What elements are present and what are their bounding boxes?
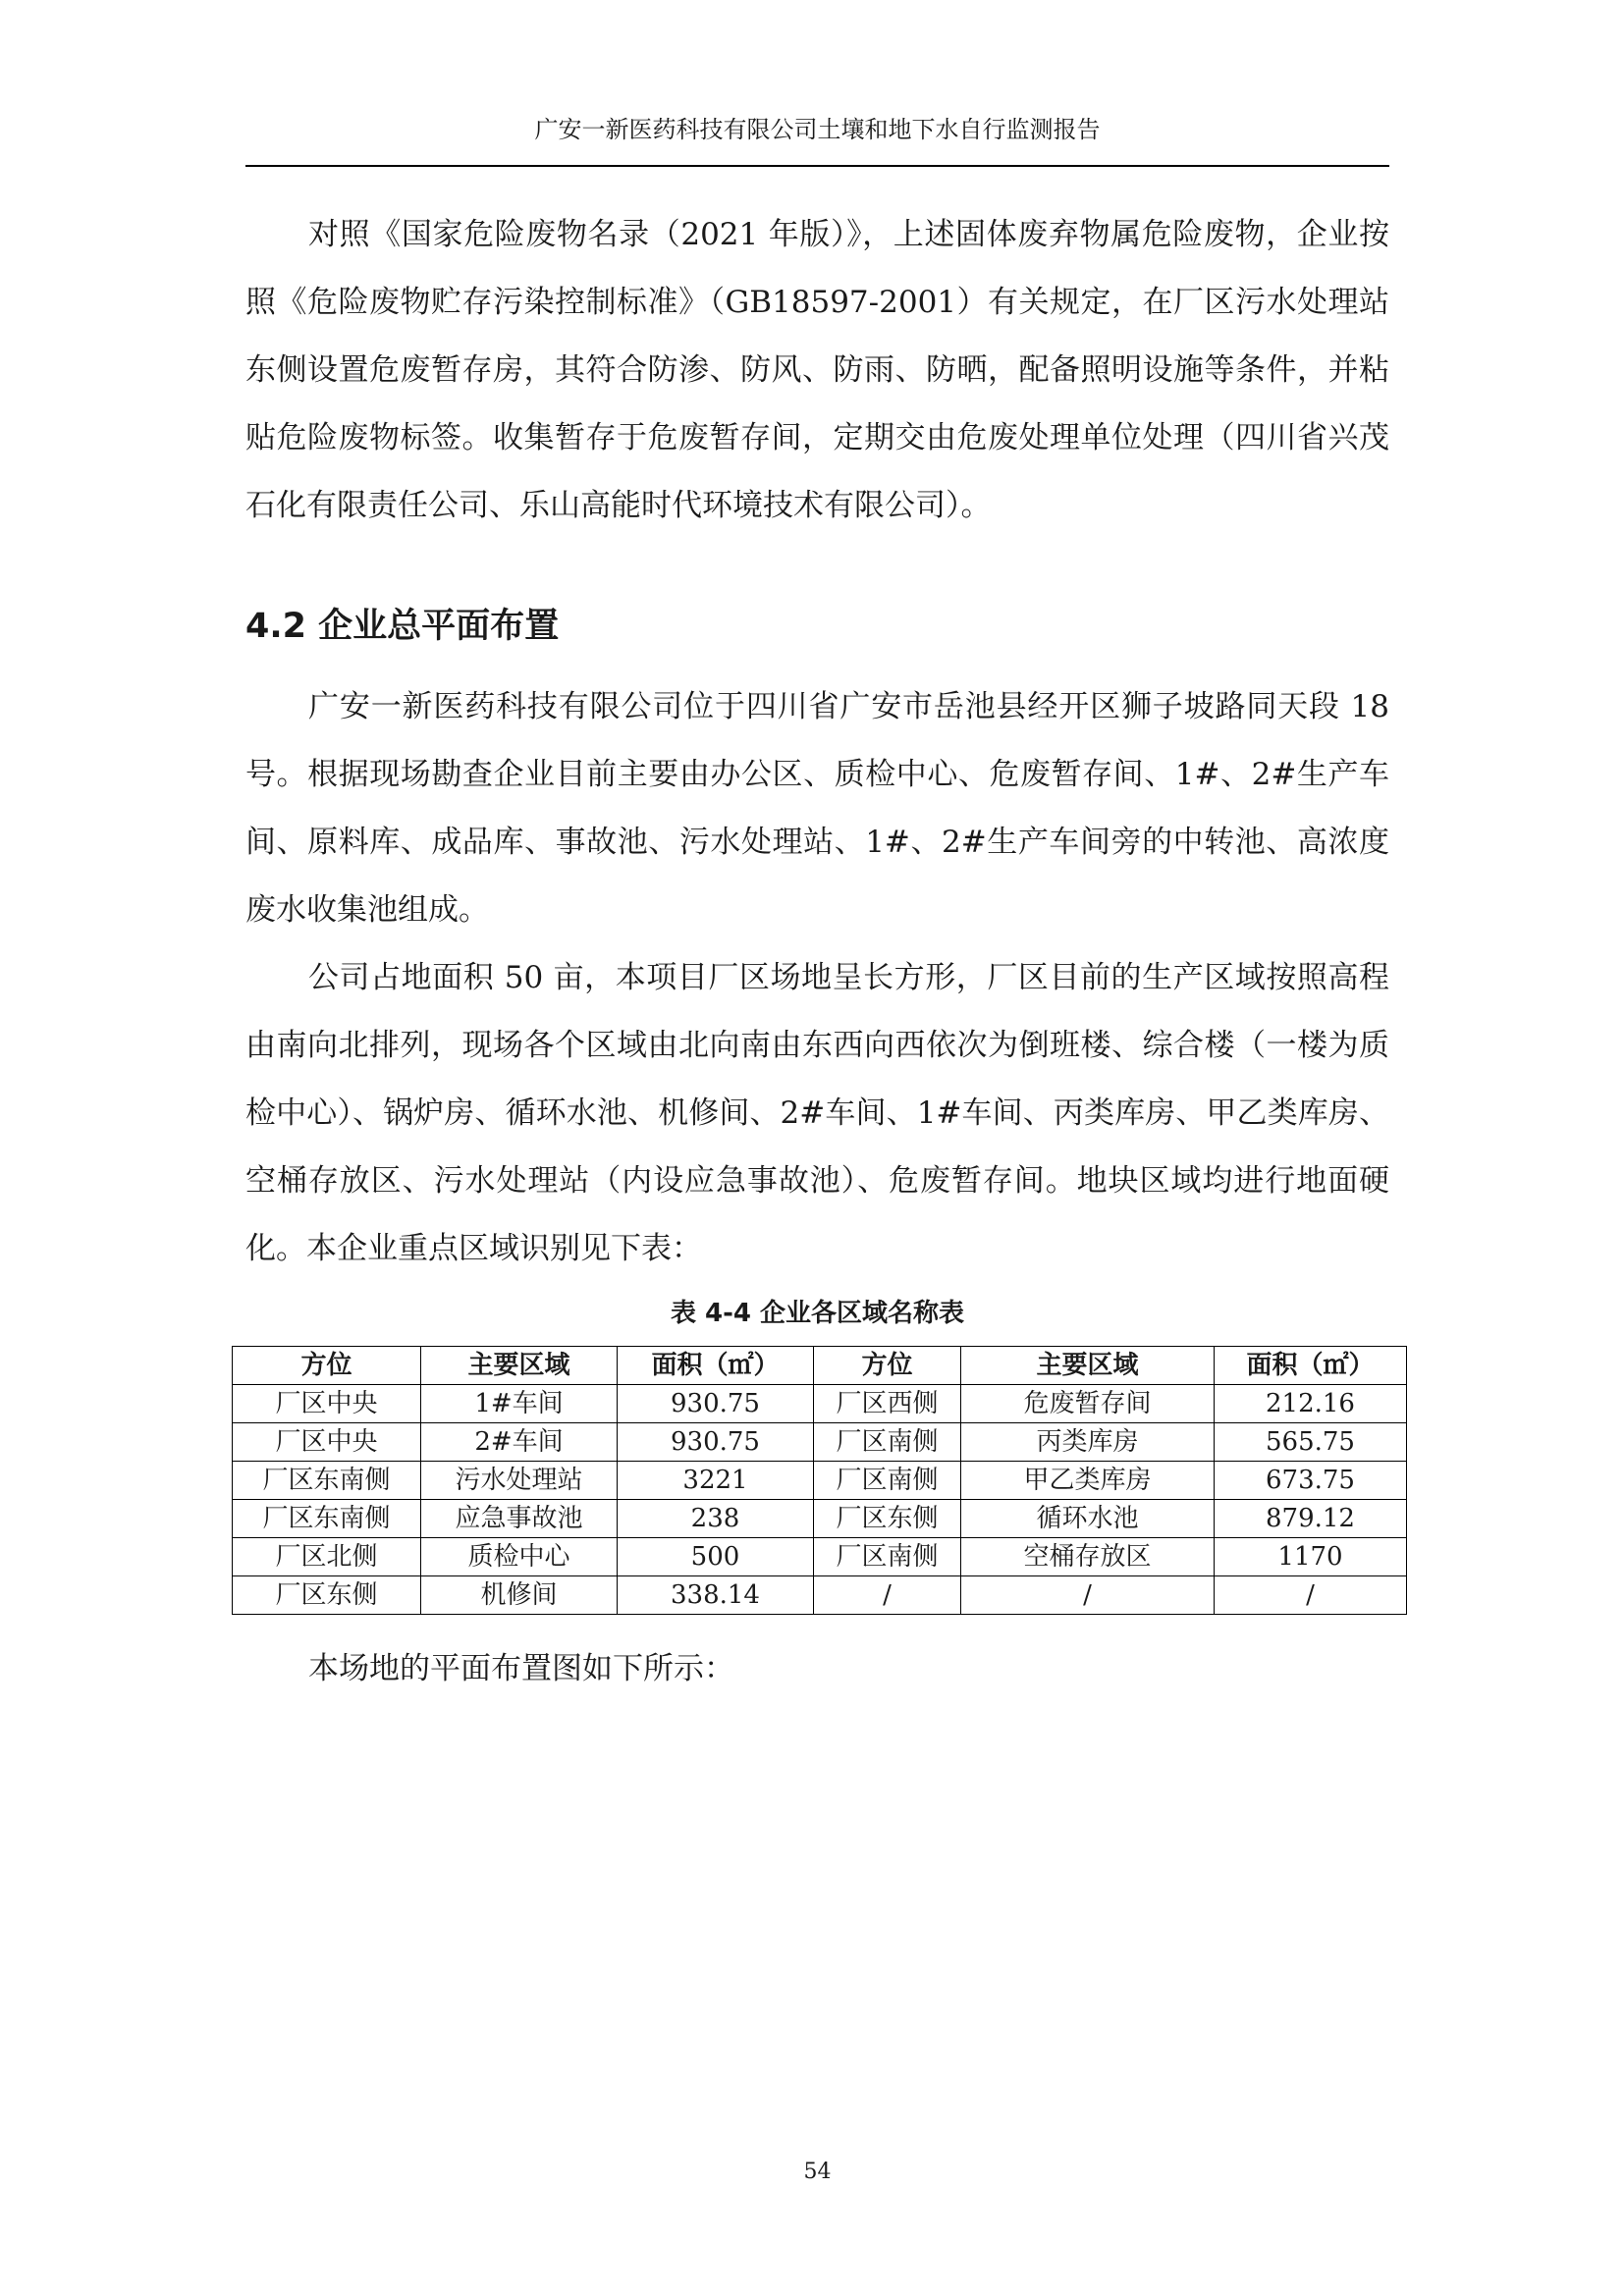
table-cell: 厂区中央 — [233, 1423, 421, 1462]
table-cell: 238 — [618, 1500, 814, 1538]
table-cell: 厂区北侧 — [233, 1538, 421, 1576]
table-cell: 机修间 — [421, 1576, 618, 1615]
table-row — [233, 1538, 1407, 1576]
header-area-name-1: 主要区域 — [421, 1347, 618, 1385]
table-caption: 表 4-4 企业各区域名称表 — [670, 1299, 965, 1328]
header-area-size-1: 面积（㎡） — [618, 1347, 814, 1385]
header-direction-2: 方位 — [814, 1347, 961, 1385]
table-cell: 1#车间 — [421, 1385, 618, 1423]
table-header-row — [233, 1347, 1407, 1385]
table-cell: 厂区东南侧 — [233, 1500, 421, 1538]
table-cell: 厂区南侧 — [814, 1462, 961, 1500]
table-cell: 2#车间 — [421, 1423, 618, 1462]
intro-text-block — [245, 201, 1389, 540]
table-cell: 厂区中央 — [233, 1385, 421, 1423]
table-cell: 厂区东侧 — [233, 1576, 421, 1615]
running-header: 广安一新医药科技有限公司土壤和地下水自行监测报告 — [534, 116, 1101, 143]
table-cell: 厂区南侧 — [814, 1538, 961, 1576]
table-cell: 930.75 — [618, 1385, 814, 1423]
table-cell: / — [1215, 1576, 1407, 1615]
table-cell: 厂区南侧 — [814, 1423, 961, 1462]
area-table — [232, 1346, 1407, 1615]
paragraph-site-layout: 公司占地面积 50 亩，本项目厂区场地呈长方形，厂区目前的生产区域按照高程由南向北排列，现场各个区域由北向南由东西向西依次为倒班楼、综合楼（一楼为质检中心）、锅炉房、循环水池、机修间、2#车间、1#车间、丙类库房、甲乙类库房、空桶存放区、污水处理站（内设应急事故池）、危废暂存间。地块区域均进行地面硬化。本企业重点区域识别见下表： — [245, 960, 1389, 1266]
table-row — [233, 1423, 1407, 1462]
section-4-2-text-block — [245, 673, 1389, 1283]
table-cell: 厂区西侧 — [814, 1385, 961, 1423]
table-cell: 丙类库房 — [961, 1423, 1215, 1462]
table-cell: 危废暂存间 — [961, 1385, 1215, 1423]
header-area-size-2: 面积（㎡） — [1215, 1347, 1407, 1385]
page-number: 54 — [803, 2160, 832, 2184]
table-cell: 212.16 — [1215, 1385, 1407, 1423]
table-cell: 应急事故池 — [421, 1500, 618, 1538]
table-row — [233, 1500, 1407, 1538]
table-row — [233, 1576, 1407, 1615]
table-cell: 3221 — [618, 1462, 814, 1500]
header-divider — [245, 165, 1389, 167]
table-cell: 质检中心 — [421, 1538, 618, 1576]
table-cell: 565.75 — [1215, 1423, 1407, 1462]
header-direction-1: 方位 — [233, 1347, 421, 1385]
table-cell: 879.12 — [1215, 1500, 1407, 1538]
table-cell: 500 — [618, 1538, 814, 1576]
after-table-text-block — [245, 1635, 1389, 1703]
table-cell: 循环水池 — [961, 1500, 1215, 1538]
paragraph-layout-figure-intro: 本场地的平面布置图如下所示： — [308, 1651, 734, 1686]
paragraph-hazardous-waste: 对照《国家危险废物名录（2021 年版）》，上述固体废弃物属危险废物，企业按照《危险废物贮存污染控制标准》（GB18597-2001）有关规定，在厂区污水处理站东侧设置危废暂存房，其符合防渗、防风、防雨、防晒，配备照明设施等条件，并粘贴危险废物标签。收集暂存于危废暂存间，定期交由危废处理单位处理（四川省兴茂石化有限责任公司、乐山高能时代环境技术有限公司）。 — [245, 217, 1389, 523]
table-row — [233, 1385, 1407, 1423]
header-area-name-2: 主要区域 — [961, 1347, 1215, 1385]
table-cell: 空桶存放区 — [961, 1538, 1215, 1576]
table-cell: 厂区东侧 — [814, 1500, 961, 1538]
table-cell: / — [961, 1576, 1215, 1615]
table-cell: 甲乙类库房 — [961, 1462, 1215, 1500]
table-cell: / — [814, 1576, 961, 1615]
table-cell: 污水处理站 — [421, 1462, 618, 1500]
table-cell: 338.14 — [618, 1576, 814, 1615]
table-cell: 厂区东南侧 — [233, 1462, 421, 1500]
table-cell: 673.75 — [1215, 1462, 1407, 1500]
table-cell: 1170 — [1215, 1538, 1407, 1576]
table-cell: 930.75 — [618, 1423, 814, 1462]
section-heading-4-2: 4.2 企业总平面布置 — [245, 607, 560, 646]
paragraph-company-location: 广安一新医药科技有限公司位于四川省广安市岳池县经开区狮子坡路同天段 18 号。根据现场勘查企业目前主要由办公区、质检中心、危废暂存间、1#、2#生产车间、原料库、成品库、事故池、污水处理站、1#、2#生产车间旁的中转池、高浓度废水收集池组成。 — [245, 689, 1389, 928]
table-row — [233, 1462, 1407, 1500]
